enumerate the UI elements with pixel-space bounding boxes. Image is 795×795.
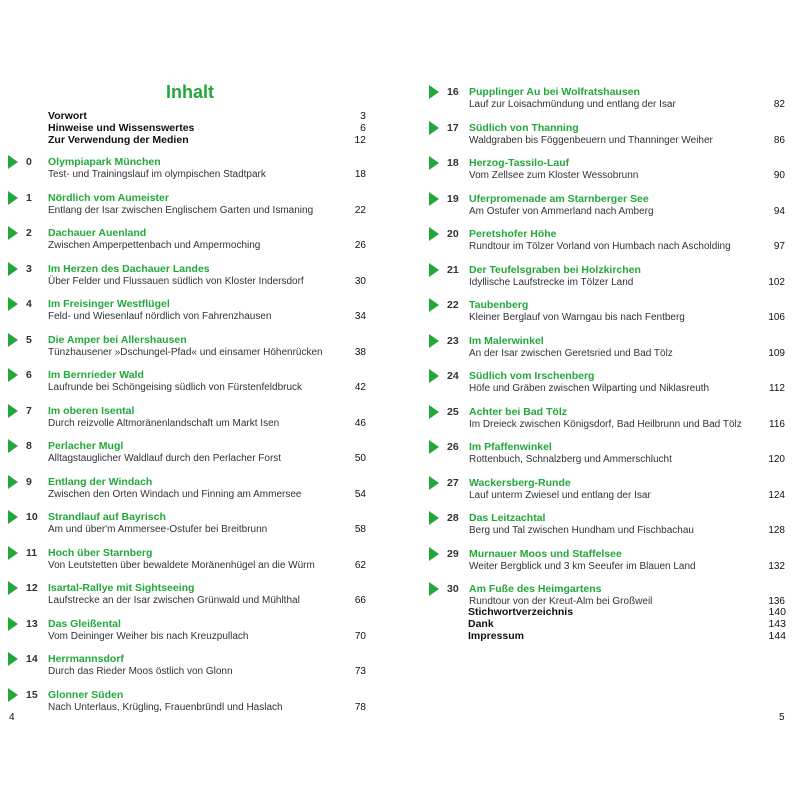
toc-entry-title: Pupplinger Au bei Wolfratshausen (469, 86, 640, 98)
toc-entry[interactable] (429, 263, 785, 293)
toc-entry-title: Peretshofer Höhe (469, 228, 557, 240)
toc-entry[interactable] (429, 440, 785, 470)
toc-entry-title: Südlich von Thanning (469, 121, 579, 134)
toc-entry-page: 66 (354, 595, 366, 606)
toc-entry-number: 9 (26, 475, 32, 488)
toc-entry-number: 28 (447, 512, 459, 524)
toc-entry-description: Zwischen den Orten Windach und Finning am Ammersee (48, 488, 302, 500)
toc-entry-description: Im Dreieck zwischen Königsdorf, Bad Heilbrunn und Bad Tölz (469, 418, 742, 430)
toc-entry-number: 15 (26, 688, 38, 701)
play-arrow-icon (8, 475, 18, 489)
toc-entry-title: Achter bei Bad Tölz (469, 405, 568, 418)
toc-entry-description: Rottenbuch, Schnalzberg und Ammerschlucht (469, 454, 672, 465)
toc-entry[interactable] (8, 333, 366, 363)
toc-entry-page: 70 (354, 630, 366, 642)
toc-entry[interactable] (8, 226, 366, 256)
toc-entry-number: 30 (447, 583, 459, 595)
toc-entry-page: 34 (354, 311, 366, 322)
toc-entry-number: 14 (26, 653, 38, 665)
back-matter-list (468, 606, 786, 642)
play-arrow-icon (8, 439, 18, 453)
play-arrow-icon (429, 511, 439, 525)
toc-entry-page: 112 (769, 383, 785, 394)
toc-entry-title: Der Teufelsgraben bei Holzkirchen (469, 263, 641, 276)
page-number-left: 4 (9, 712, 15, 723)
toc-entry-title: Perlacher Mugl (48, 440, 124, 452)
front-matter-list (48, 110, 366, 146)
toc-entry-description: Zwischen Amperpettenbach und Ampermoching (48, 240, 261, 251)
toc-entry-page: 106 (768, 312, 785, 323)
toc-entry[interactable] (429, 405, 785, 435)
play-arrow-icon (8, 688, 18, 702)
toc-entry-title: Im Freisinger Westflügel (48, 298, 170, 310)
toc-entry-number: 26 (447, 441, 459, 453)
play-arrow-icon (8, 546, 18, 560)
play-arrow-icon (8, 368, 18, 382)
toc-entry-title: Olympiapark München (48, 156, 161, 168)
play-arrow-icon (429, 369, 439, 383)
toc-entry-number: 23 (447, 334, 459, 347)
toc-entry-title: Südlich vom Irschenberg (469, 370, 595, 382)
play-arrow-icon (429, 192, 439, 206)
toc-entry-number: 24 (447, 370, 459, 382)
toc-entry-number: 6 (26, 369, 32, 381)
front-matter-item (48, 134, 366, 146)
toc-entry-number: 5 (26, 333, 32, 346)
right-page (398, 0, 795, 795)
toc-entry[interactable] (8, 652, 366, 682)
back-matter-label: Stichwortverzeichnis (468, 606, 574, 618)
toc-entry-page: 120 (768, 454, 785, 465)
toc-entry-number: 25 (447, 405, 459, 418)
play-arrow-icon (429, 334, 439, 348)
toc-entry-number: 17 (447, 121, 459, 134)
toc-entry-description: Rundtour von der Kreut-Alm bei Großweil (469, 596, 653, 607)
toc-entry[interactable] (429, 511, 785, 541)
toc-entry-title: Das Leitzachtal (469, 512, 546, 524)
play-arrow-icon (429, 405, 439, 419)
toc-entry-description: Lauf unterm Zwiesel und entlang der Isar (469, 489, 651, 501)
toc-entry-description: Durch reizvolle Altmoränenlandschaft um Markt Isen (48, 417, 280, 429)
toc-entry-page: 128 (768, 525, 785, 536)
toc-entry-page: 132 (768, 560, 785, 572)
toc-entry-page: 46 (354, 417, 366, 429)
toc-entry[interactable] (8, 262, 366, 292)
toc-entry-title: Herzog-Tassilo-Lauf (469, 157, 570, 169)
toc-entry-title: Uferpromenade am Starnberger See (469, 192, 649, 205)
toc-entry-description: Am Ostufer von Ammerland nach Amberg (469, 205, 654, 217)
toc-entry[interactable] (8, 155, 366, 185)
toc-entry-page: 50 (354, 453, 366, 464)
play-arrow-icon (429, 156, 439, 170)
play-arrow-icon (8, 155, 18, 169)
toc-entry-description: Nach Unterlaus, Krügling, Frauenbründl und Haslach (48, 701, 283, 713)
toc-entry-page: 82 (773, 99, 785, 110)
toc-entry-title: Nördlich vom Aumeister (48, 191, 169, 204)
toc-entry[interactable] (8, 191, 366, 221)
toc-entry[interactable] (8, 617, 366, 647)
toc-entry-description: Entlang der Isar zwischen Englischem Garten und Ismaning (48, 204, 314, 216)
toc-entry-number: 8 (26, 440, 32, 452)
toc-entry[interactable] (429, 334, 785, 364)
toc-entry-number: 11 (26, 546, 38, 559)
play-arrow-icon (8, 262, 18, 276)
toc-entry-title: Isartal-Rallye mit Sightseeing (48, 582, 195, 594)
play-arrow-icon (429, 440, 439, 454)
toc-entry-description: Am und über'm Ammersee-Ostufer bei Breitbrunn (48, 524, 268, 535)
toc-entry[interactable] (8, 439, 366, 469)
toc-entry-number: 16 (447, 86, 459, 98)
toc-entry[interactable] (8, 510, 366, 540)
toc-entry-page: 124 (768, 489, 785, 501)
toc-entry-description: Test- und Trainingslauf im olympischen Stadtpark (48, 169, 266, 180)
play-arrow-icon (8, 510, 18, 524)
toc-entry-number: 21 (447, 263, 459, 276)
front-matter-item (48, 110, 366, 122)
toc-entry-page: 116 (769, 418, 785, 430)
toc-entry-page: 90 (773, 170, 785, 181)
toc-entry-page: 102 (768, 276, 785, 288)
play-arrow-icon (8, 581, 18, 595)
play-arrow-icon (8, 404, 18, 418)
toc-entry[interactable] (429, 192, 785, 222)
front-matter-label: Hinweise und Wissenswertes (48, 122, 195, 134)
play-arrow-icon (429, 547, 439, 561)
toc-entry-title: Im Pfaffenwinkel (469, 441, 552, 453)
toc-entry-number: 10 (26, 511, 38, 523)
toc-entry-title: Im Herzen des Dachauer Landes (48, 262, 210, 275)
play-arrow-icon (429, 121, 439, 135)
toc-entry-number: 27 (447, 476, 459, 489)
toc-entry-number: 1 (26, 191, 32, 204)
toc-entry-page: 94 (773, 205, 785, 217)
back-matter-page: 143 (768, 618, 786, 630)
toc-entry-title: Dachauer Auenland (48, 227, 147, 239)
toc-entry-page: 54 (354, 488, 366, 500)
toc-entry[interactable] (8, 368, 366, 398)
toc-entry-number: 29 (447, 547, 459, 560)
toc-entry-description: Rundtour im Tölzer Vorland von Humbach nach Ascholding (469, 241, 731, 252)
toc-entry-page: 58 (354, 524, 366, 535)
toc-entry-description: Alltagstauglicher Waldlauf durch den Perlacher Forst (48, 453, 282, 464)
front-matter-label: Vorwort (48, 110, 87, 122)
toc-entry-number: 7 (26, 404, 32, 417)
toc-entry-description: Waldgraben bis Föggenbeuern und Thanninger Weiher (469, 134, 713, 146)
toc-entry[interactable] (8, 581, 366, 611)
toc-entry-title: Im Bernrieder Wald (48, 369, 144, 381)
back-matter-page: 140 (768, 606, 786, 618)
front-matter-item (48, 122, 366, 134)
left-page (0, 0, 397, 795)
back-matter-item (468, 630, 786, 642)
toc-entry[interactable] (8, 546, 366, 576)
toc-entry-description: Laufstrecke an der Isar zwischen Grünwald und Mühlthal (48, 595, 300, 606)
toc-entry-number: 18 (447, 157, 459, 169)
page-number-right: 5 (779, 712, 785, 723)
toc-entry-page: 97 (773, 241, 785, 252)
play-arrow-icon (8, 333, 18, 347)
back-matter-item (468, 606, 786, 618)
toc-entry-number: 2 (26, 227, 32, 239)
toc-entry-description: Berg und Tal zwischen Hundham und Fischbachau (469, 525, 694, 536)
toc-entry-description: Laufrunde bei Schöngeising südlich von Fürstenfeldbruck (48, 382, 303, 393)
toc-entry-description: Über Felder und Flussauen südlich von Kloster Indersdorf (48, 275, 304, 287)
toc-entry-description: Weiter Bergblick und 3 km Seeufer im Blauen Land (469, 560, 696, 572)
toc-entry-title: Murnauer Moos und Staffelsee (469, 547, 622, 560)
toc-entry-page: 136 (768, 596, 785, 607)
toc-entry[interactable] (429, 547, 785, 577)
toc-entry-description: Vom Deininger Weiher bis nach Kreuzpullach (48, 630, 249, 642)
toc-entry[interactable] (429, 156, 785, 186)
toc-entry-number: 20 (447, 228, 459, 240)
back-matter-label: Impressum (468, 630, 525, 642)
play-arrow-icon (429, 263, 439, 277)
toc-entry-description: Höfe und Gräben zwischen Wilparting und Niklasreuth (469, 383, 710, 394)
play-arrow-icon (8, 297, 18, 311)
play-arrow-icon (8, 226, 18, 240)
toc-entry[interactable] (429, 369, 785, 399)
toc-entry-page: 18 (354, 169, 366, 180)
toc-entry[interactable] (429, 227, 785, 257)
toc-entry-number: 0 (26, 156, 32, 168)
toc-entry-title: Herrmannsdorf (48, 653, 124, 665)
front-matter-page: 3 (360, 110, 366, 122)
play-arrow-icon (429, 582, 439, 596)
toc-entry-page: 109 (768, 347, 785, 359)
front-matter-label: Zur Verwendung der Medien (48, 134, 189, 146)
toc-entry-page: 38 (354, 346, 366, 358)
toc-entry-page: 73 (354, 666, 366, 677)
back-matter-page: 144 (768, 630, 786, 642)
toc-entry-number: 22 (447, 299, 459, 311)
toc-entry-description: Von Leutstetten über bewaldete Moränenhügel an die Würm (48, 559, 315, 571)
toc-entry-page: 22 (354, 204, 366, 216)
toc-entry[interactable] (429, 298, 785, 328)
toc-entry-number: 3 (26, 262, 32, 275)
toc-entry-title: Im Malerwinkel (469, 334, 544, 347)
front-matter-page: 6 (360, 122, 366, 134)
toc-entry-title: Das Gleißental (48, 617, 121, 630)
toc-entry-page: 86 (773, 134, 785, 146)
play-arrow-icon (429, 227, 439, 241)
play-arrow-icon (429, 476, 439, 490)
toc-entry[interactable] (429, 85, 785, 115)
toc-entry-page: 62 (354, 559, 366, 571)
toc-entry-page: 78 (354, 701, 366, 713)
toc-entry[interactable] (429, 121, 785, 151)
toc-entry-page: 42 (354, 382, 366, 393)
toc-entry-number: 12 (26, 582, 38, 594)
play-arrow-icon (8, 617, 18, 631)
back-matter-label: Dank (468, 618, 494, 630)
toc-entry-description: Tünzhausener »Dschungel-Pfad« und einsamer Höhenrücken (48, 346, 323, 358)
toc-entry-description: Durch das Rieder Moos östlich von Glonn (48, 666, 233, 677)
toc-entry-title: Im oberen Isental (48, 404, 135, 417)
toc-entry[interactable] (8, 297, 366, 327)
toc-entry-title: Taubenberg (469, 299, 529, 311)
play-arrow-icon (8, 652, 18, 666)
toc-entry[interactable] (8, 475, 366, 505)
toc-entry-title: Strandlauf auf Bayrisch (48, 511, 166, 523)
play-arrow-icon (429, 298, 439, 312)
play-arrow-icon (429, 85, 439, 99)
play-arrow-icon (8, 191, 18, 205)
toc-entry-title: Glonner Süden (48, 688, 124, 701)
toc-entry-number: 19 (447, 192, 459, 205)
toc-entry-page: 26 (354, 240, 366, 251)
toc-entry-description: Vom Zellsee zum Kloster Wessobrunn (469, 170, 639, 181)
toc-entry[interactable] (8, 404, 366, 434)
front-matter-page: 12 (354, 134, 366, 146)
page-title: Inhalt (166, 82, 214, 102)
toc-entry-title: Entlang der Windach (48, 475, 153, 488)
toc-entry-title: Am Fuße des Heimgartens (469, 583, 602, 595)
toc-entry-title: Wackersberg-Runde (469, 476, 571, 489)
toc-entry-description: Feld- und Wiesenlauf nördlich von Fahrenzhausen (48, 311, 272, 322)
toc-entry-title: Die Amper bei Allershausen (48, 333, 187, 346)
toc-entry-description: Kleiner Berglauf von Warngau bis nach Fentberg (469, 312, 685, 323)
toc-entry[interactable] (429, 476, 785, 506)
toc-entry-description: An der Isar zwischen Geretsried und Bad Tölz (469, 347, 673, 359)
toc-entry-number: 4 (26, 298, 32, 310)
toc-entry-number: 13 (26, 617, 38, 630)
back-matter-item (468, 618, 786, 630)
toc-entry-description: Lauf zur Loisachmündung und entlang der Isar (469, 99, 676, 110)
toc-entry[interactable] (8, 688, 366, 718)
toc-entry-description: Idyllische Laufstrecke im Tölzer Land (469, 276, 634, 288)
toc-entry-title: Hoch über Starnberg (48, 546, 153, 559)
toc-entry-page: 30 (354, 275, 366, 287)
